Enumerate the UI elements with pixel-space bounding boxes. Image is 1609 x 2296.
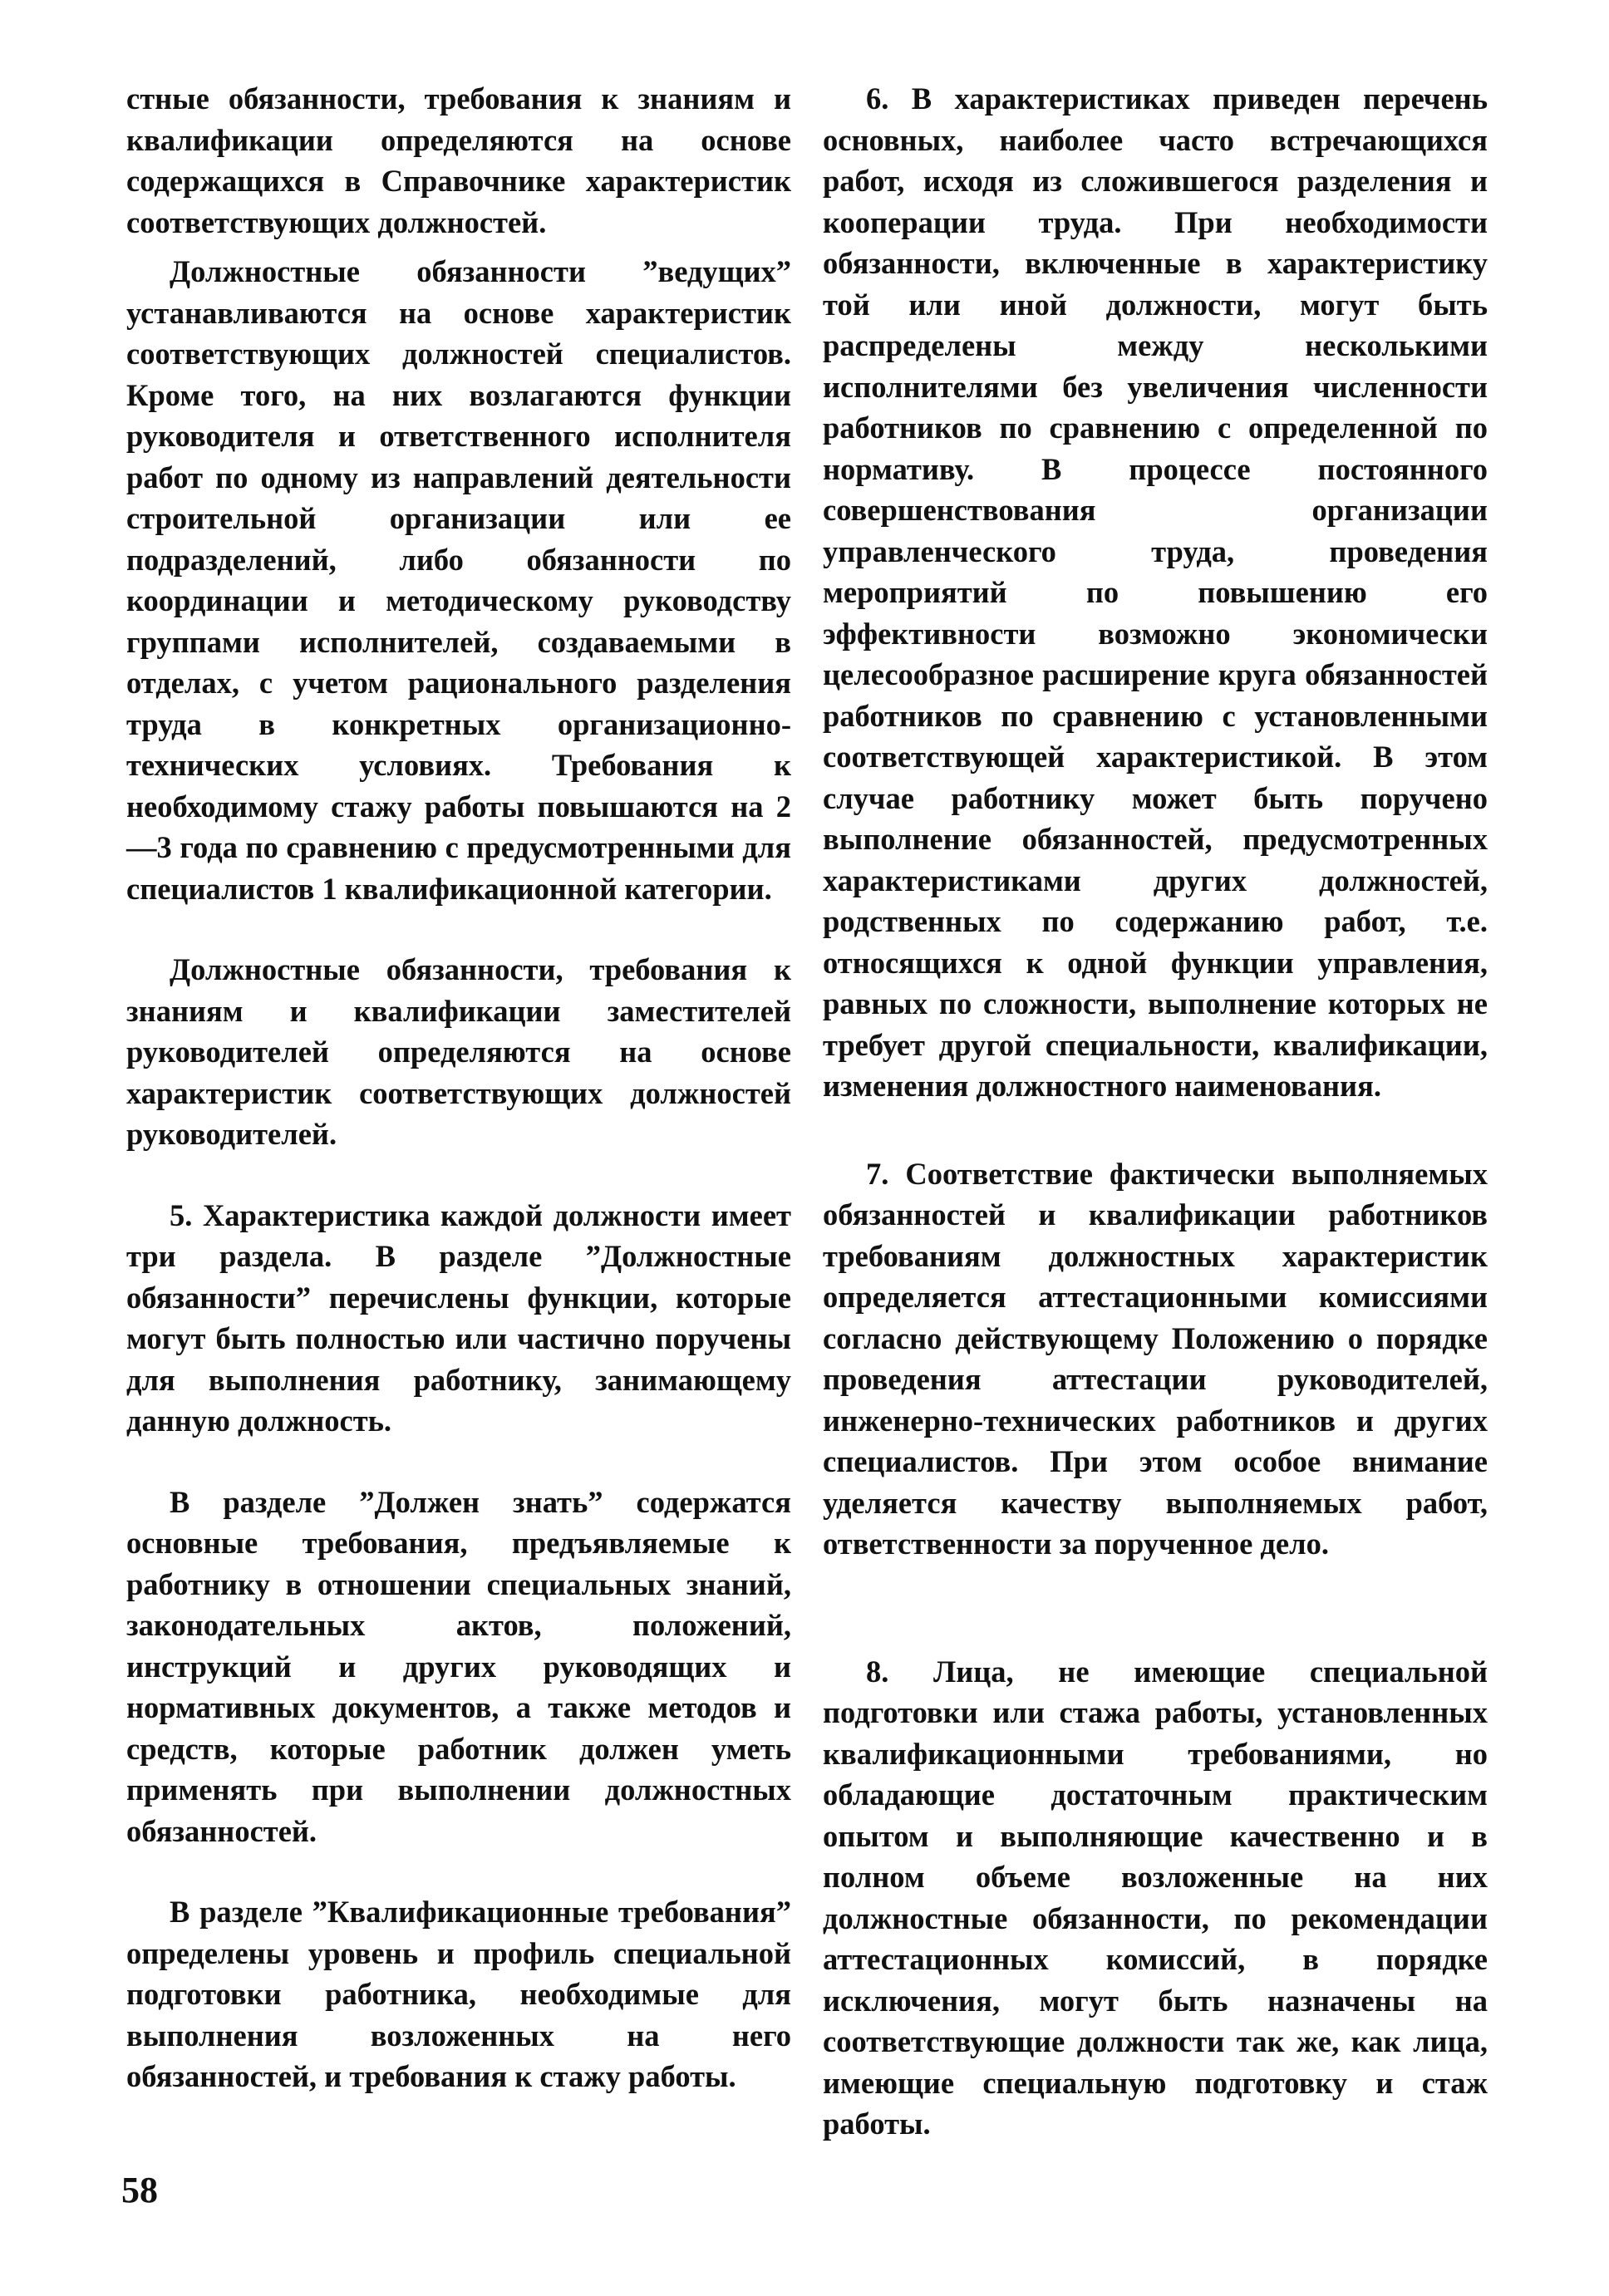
paragraph-continuation: стные обязанности, требования к знаниям и квалификации определяются на основе содержащихся в Справочнике характеристик соответствующих должностей.	[126, 81, 791, 239]
paragraph-item-7: 7. Соответствие фактически выполняемых обязанностей и квалификации работников требованиям должностных характеристик определяется аттестационными комиссиями согласно действующему Положению о порядке проведения аттестации руководителей, инженерно-технических работников и других специалистов. При этом особое внимание уделяется качеству выполняемых работ, ответственности за порученное дело.	[823, 1156, 1488, 1561]
left-text-column	[126, 78, 791, 2097]
paragraph-item-5: 5. Характеристика каждой должности имеет три раздела. В разделе ”Должностные обязанности” перечислены функции, которые могут быть полностью или частично поручены для выполнения работнику, занимающему данную должность.	[126, 1197, 791, 1438]
paragraph-deputy-heads: Должностные обязанности, требования к знаниям и квалификации заместителей руководителей определяются на основе характеристик соответствующих должностей руководителей.	[126, 952, 791, 1151]
right-text-column	[823, 78, 1488, 2145]
paragraph-item-8: 8. Лица, не имеющие специальной подготовки или стажа работы, установленных квалификационными требованиями, но обладающие достаточным практическим опытом и выполняющие качественно и в полном объеме возложенные на них должностные обязанности, по рекомендации аттестационных комиссий, в порядке исключения, могут быть назначены на соответствующие должности так же, как лица, имеющие специальную подготовку и стаж работы.	[823, 1654, 1488, 2141]
paragraph-must-know-section: В разделе ”Должен знать” содержатся основные требования, предъявляемые к работнику в отношении специальных знаний, законодательных актов, положений, инструкций и других руководящих и нормативных документов, а также методов и средств, которые работник должен уметь применять при выполнении должностных обязанностей.	[126, 1484, 791, 1848]
page-number: 58	[121, 2170, 158, 2210]
paragraph-leading-specialists: Должностные обязанности ”ведущих” устанавливаются на основе характеристик соответствующих должностей специалистов. Кроме того, на них возлагаются функции руководителя и ответственного исполнителя работ по одному из направлений деятельности строительной организации или ее подразделений, либо обязанности по координации и методическому руководству группами исполнителей, создаваемыми в отделах, с учетом рационального разделения труда в конкретных организационно-технических условиях. Требования к необходимому стажу работы повышаются на 2—3 года по сравнению с предусмотренными для специалистов 1 квалификационной категории.	[126, 254, 791, 906]
paragraph-qualification-requirements: В разделе ”Квалификационные требования” определены уровень и профиль специальной подготовки работника, необходимые для выполнения возложенных на него обязанностей, и требования к стажу работы.	[126, 1895, 791, 2093]
paragraph-item-6: 6. В характеристиках приведен перечень основных, наиболее часто встречающихся работ, исходя из сложившегося разделения и кооперации труда. При необходимости обязанности, включенные в характеристику той или иной должности, могут быть распределены между несколькими исполнителями без увеличения численности работников по сравнению с определенной по нормативу. В процессе постоянного совершенствования организации управленческого труда, проведения мероприятий по повышению его эффективности возможно экономически целесообразное расширение круга обязанностей работников по сравнению с установленными соответствующей характеристикой. В этом случае работнику может быть поручено выполнение обязанностей, предусмотренных характеристиками других должностей, родственных по содержанию работ, т.е. относящихся к одной функции управления, равных по сложности, выполнение которых не требует другой специальности, квалификации, изменения должностного наименования.	[823, 81, 1488, 1103]
